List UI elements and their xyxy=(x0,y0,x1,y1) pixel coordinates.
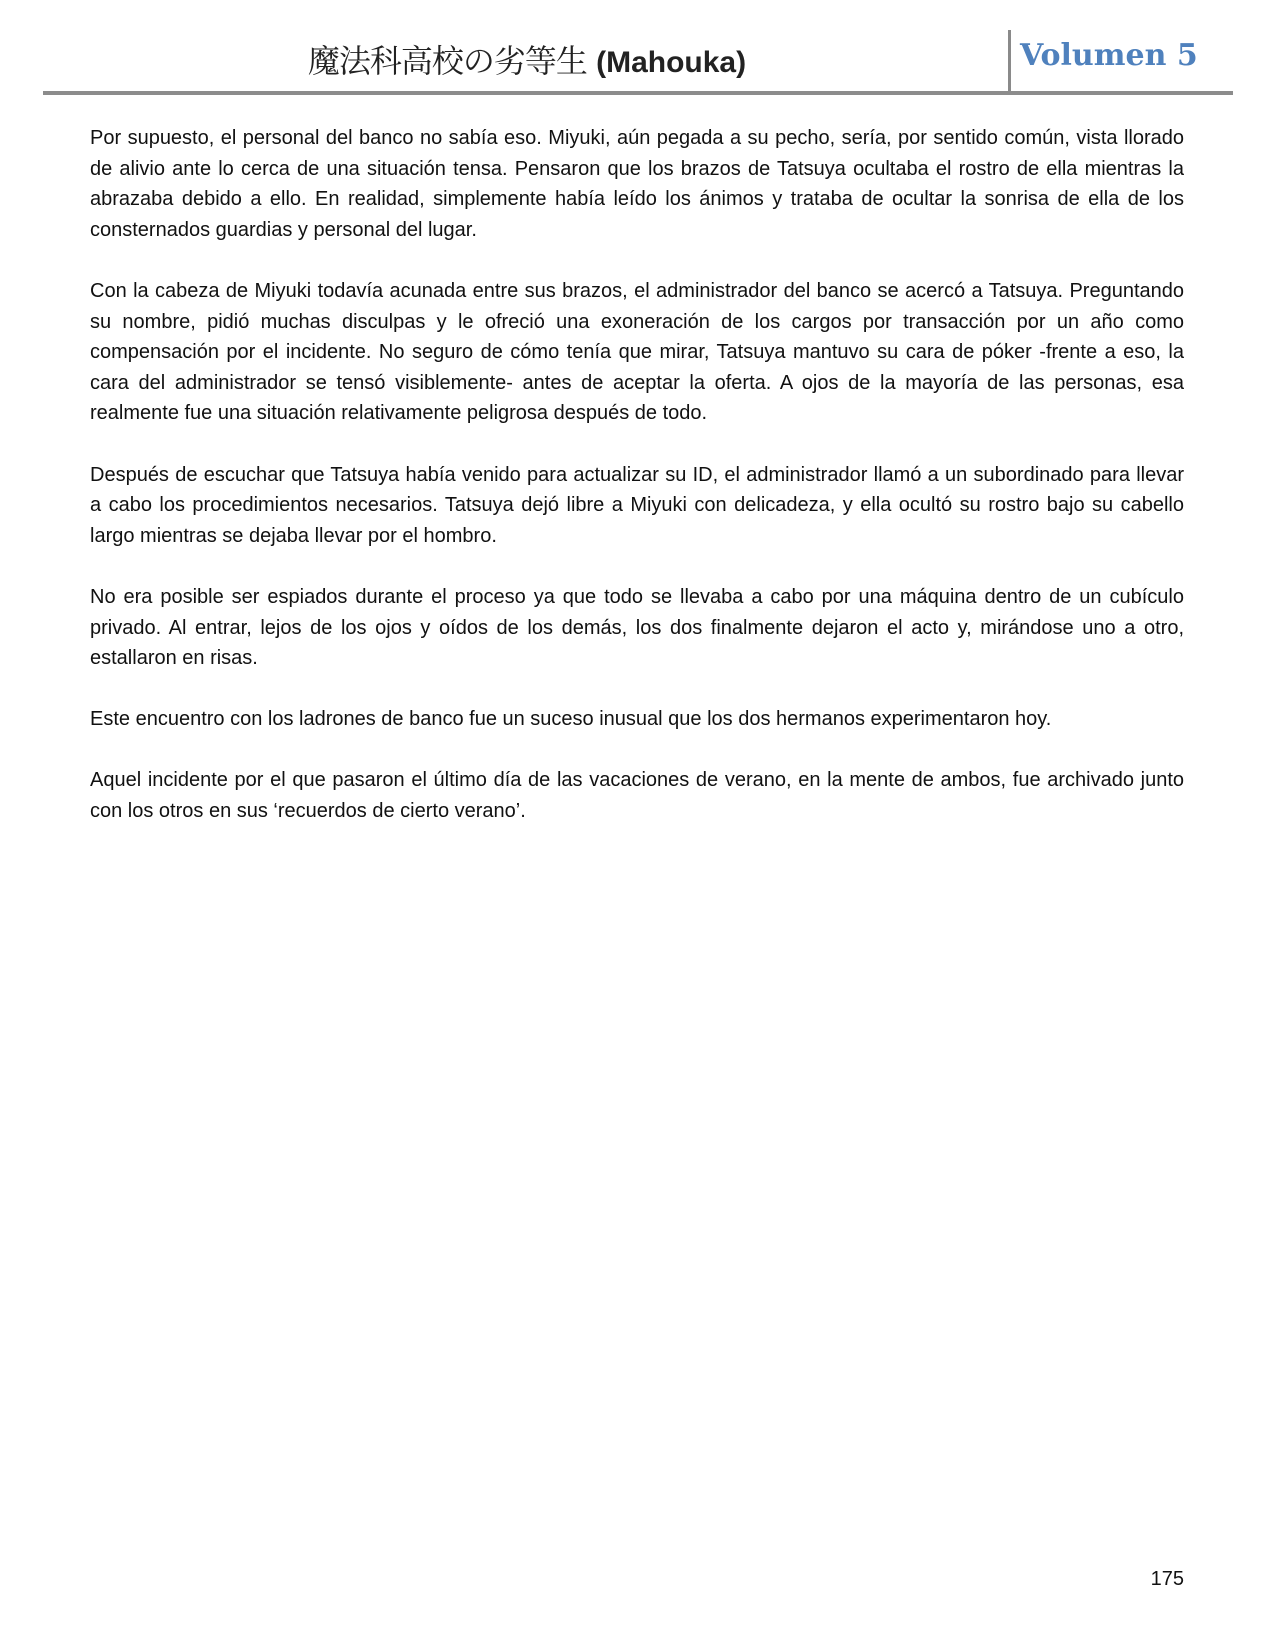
book-title xyxy=(44,36,1010,82)
paragraph: Después de escuchar que Tatsuya había venido para actualizar su ID, el administrador llamó a un subordinado para llevar a cabo los procedimientos necesarios. Tatsuya dejó libre a Miyuki con delicadeza, y ella ocultó su rostro bajo su cabello largo mientras se dejaba llevar por el hombro. xyxy=(90,463,1184,547)
paragraph: Con la cabeza de Miyuki todavía acunada entre sus brazos, el administrador del banco se acercó a Tatsuya. Preguntando su nombre, pidió muchas disculpas y le ofreció una exoneración de los cargos por transacción por un año como compensación por el incidente. No seguro de cómo tenía que mirar, Tatsuya mantuvo su cara de póker -frente a eso, la cara del administrador se tensó visiblemente- antes de aceptar la oferta. A ojos de la mayoría de las personas, esa realmente fue una situación relativamente peligrosa después de todo. xyxy=(90,279,1184,425)
paragraph: No era posible ser espiados durante el proceso ya que todo se llevaba a cabo por una máquina dentro de un cubículo privado. Al entrar, lejos de los ojos y oídos de los demás, los dos finalmente dejaron el acto y, mirándose uno a otro, estallaron en risas. xyxy=(90,585,1184,670)
book-title-japanese: 魔法科高校の劣等生 xyxy=(307,42,587,80)
page-body xyxy=(90,123,1184,857)
paragraph: Este encuentro con los ladrones de banco fue un suceso inusual que los dos hermanos experimentaron hoy. xyxy=(90,708,1052,731)
paragraph: Por supuesto, el personal del banco no sabía eso. Miyuki, aún pegada a su pecho, sería, por sentido común, vista llorado de alivio ante lo cerca de una situación tensa. Pensaron que los brazos de Tatsuya ocultaba el rostro de ella mientras la abrazaba debido a ello. En realidad, simplemente había leído los ánimos y trataba de ocultar la sonrisa de ella de los consternados guardias y personal del lugar. xyxy=(90,127,1184,241)
header-divider xyxy=(1008,30,1011,92)
volume-label: Volumen 5 xyxy=(1020,38,1198,73)
page-number: 175 xyxy=(1150,1568,1184,1590)
header-rule xyxy=(43,91,1233,95)
book-title-latin: (Mahouka) xyxy=(596,46,747,79)
paragraph: Aquel incidente por el que pasaron el último día de las vacaciones de verano, en la mente de ambos, fue archivado junto con los otros en sus ‘recuerdos de cierto verano’. xyxy=(90,769,1184,823)
